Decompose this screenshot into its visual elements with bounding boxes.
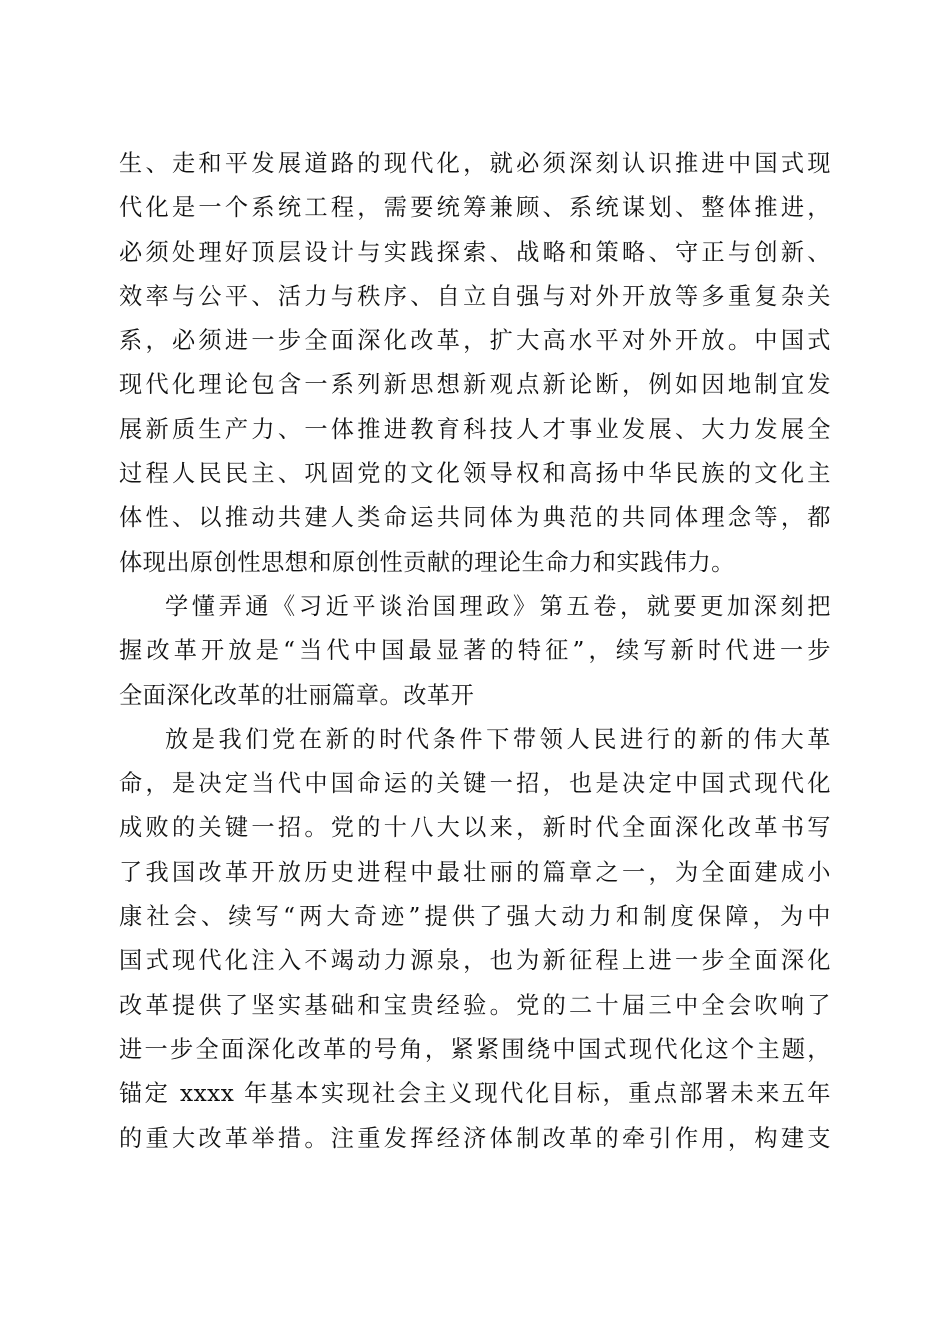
text-line: 体现出原创性思想和原创性贡献的理论生命力和实践伟力。 — [119, 548, 735, 576]
text-line: 进一步全面深化改革的号角，紧紧围绕中国式现代化这个主题， — [119, 1035, 831, 1063]
text-line: 的重大改革举措。注重发挥经济体制改革的牵引作用，构建支 — [119, 1124, 831, 1152]
text-line: 全面深化改革的壮丽篇章。改革开 — [119, 681, 475, 709]
text-line: 效率与公平、活力与秩序、自立自强与对外开放等多重复杂关 — [119, 282, 831, 310]
paragraph-1 — [119, 142, 831, 585]
body-text — [119, 142, 831, 1161]
paragraph-3 — [119, 718, 831, 1161]
text-line: 握改革开放是“当代中国最显著的特征”，续写新时代进一步 — [119, 637, 831, 665]
paragraph-2 — [119, 585, 831, 718]
text-line: 系，必须进一步全面深化改革，扩大高水平对外开放。中国式 — [119, 327, 831, 355]
text-line: 代化是一个系统工程，需要统筹兼顾、系统谋划、整体推进， — [119, 194, 831, 222]
text-line: 锚定 xxxx 年基本实现社会主义现代化目标，重点部署未来五年 — [119, 1080, 831, 1108]
text-line: 命，是决定当代中国命运的关键一招，也是决定中国式现代化 — [119, 770, 831, 798]
text-line: 改革提供了坚实基础和宝贵经验。党的二十届三中全会吹响了 — [119, 991, 831, 1019]
text-line: 学懂弄通《习近平谈治国理政》第五卷，就要更加深刻把 — [165, 592, 831, 620]
text-line: 国式现代化注入不竭动力源泉，也为新征程上进一步全面深化 — [119, 947, 831, 975]
text-line: 康社会、续写“两大奇迹”提供了强大动力和制度保障，为中 — [119, 903, 831, 931]
text-line: 体性、以推动共建人类命运共同体为典范的共同体理念等，都 — [119, 504, 831, 532]
text-line: 现代化理论包含一系列新思想新观点新论断，例如因地制宜发 — [119, 371, 831, 399]
text-line: 展新质生产力、一体推进教育科技人才事业发展、大力发展全 — [119, 415, 831, 443]
text-line: 了我国改革开放历史进程中最壮丽的篇章之一，为全面建成小 — [119, 858, 831, 886]
text-line: 放是我们党在新的时代条件下带领人民进行的新的伟大革 — [165, 725, 831, 753]
text-line: 成败的关键一招。党的十八大以来，新时代全面深化改革书写 — [119, 814, 831, 842]
text-line: 过程人民民主、巩固党的文化领导权和高扬中华民族的文化主 — [119, 460, 831, 488]
text-line: 生、走和平发展道路的现代化，就必须深刻认识推进中国式现 — [119, 150, 831, 177]
text-line: 必须处理好顶层设计与实践探索、战略和策略、守正与创新、 — [119, 238, 831, 266]
